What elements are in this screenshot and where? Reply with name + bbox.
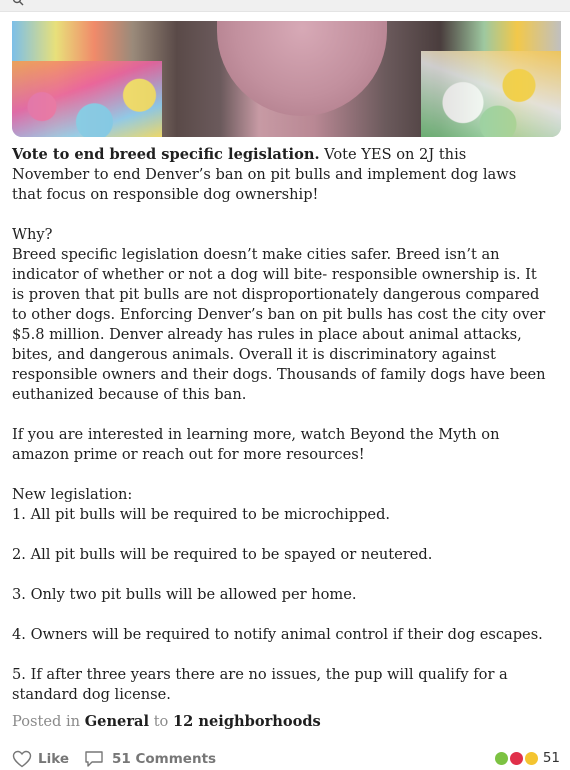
- top-bar: [0, 0, 570, 12]
- category-link[interactable]: General: [84, 713, 150, 730]
- post-intro-text: Vote YES on 2J this November to end Denver’s ban on pit bulls and implement dog laws that focus on responsible dog ownership!: [12, 146, 517, 203]
- legislation-item: 5. If after three years there are no issues, the pup will qualify for a standard dog license.: [12, 666, 508, 703]
- post-actions: [12, 748, 560, 770]
- search-icon[interactable]: [12, 0, 24, 6]
- legislation-item: 4. Owners will be required to notify animal control if their dog escapes.: [12, 626, 543, 643]
- posted-in-label: Posted in: [12, 713, 81, 730]
- comments-label: 51 Comments: [112, 751, 217, 767]
- legislation-item: 2. All pit bulls will be required to be spayed or neutered.: [12, 546, 433, 563]
- carousel-image-flowers-right: [421, 51, 561, 137]
- legislation-label: New legislation:: [12, 486, 133, 503]
- like-label: Like: [38, 751, 70, 767]
- carousel-image-flowers-left: [12, 61, 162, 137]
- legislation-item: 1. All pit bulls will be required to be microchipped.: [12, 506, 391, 523]
- why-label: Why?: [12, 226, 53, 243]
- heart-icon: [12, 750, 32, 768]
- thank-reaction-icon: [494, 751, 509, 766]
- image-carousel[interactable]: [12, 21, 561, 137]
- post-headline: Vote to end breed specific legislation.: [12, 146, 320, 163]
- haha-reaction-icon: [524, 751, 539, 766]
- carousel-image-dog-tongue: [217, 21, 387, 116]
- comment-icon: [84, 750, 104, 768]
- love-reaction-icon: [509, 751, 524, 766]
- audience-link[interactable]: 12 neighborhoods: [172, 713, 321, 730]
- like-button[interactable]: [12, 750, 69, 768]
- to-label: to: [153, 713, 169, 730]
- post-intro: [12, 145, 547, 205]
- more-info: If you are interested in learning more, watch Beyond the Myth on amazon prime or reach out for more resources!: [12, 426, 500, 463]
- reaction-count: 51: [542, 750, 560, 766]
- post-body: [12, 145, 547, 705]
- legislation-item: 3. Only two pit bulls will be allowed per home.: [12, 586, 357, 603]
- comments-button[interactable]: [84, 750, 216, 768]
- reactions-summary[interactable]: [494, 750, 560, 766]
- why-body: Breed specific legislation doesn’t make cities safer. Breed isn’t an indicator of whether or not a dog will bite- responsible ownership is. It is proven that pit bulls are not disproportionately dangerous compared to other dogs. Enforcing Denver’s ban on pit bulls has cost the city over $5.8 million. Denver already has rules in place about animal attacks, bites, and dangerous animals. Overall it is discriminatory against responsible owners and their dogs. Thousands of family dogs have been euthanized because of this ban.: [12, 246, 546, 403]
- post-meta: [12, 712, 321, 732]
